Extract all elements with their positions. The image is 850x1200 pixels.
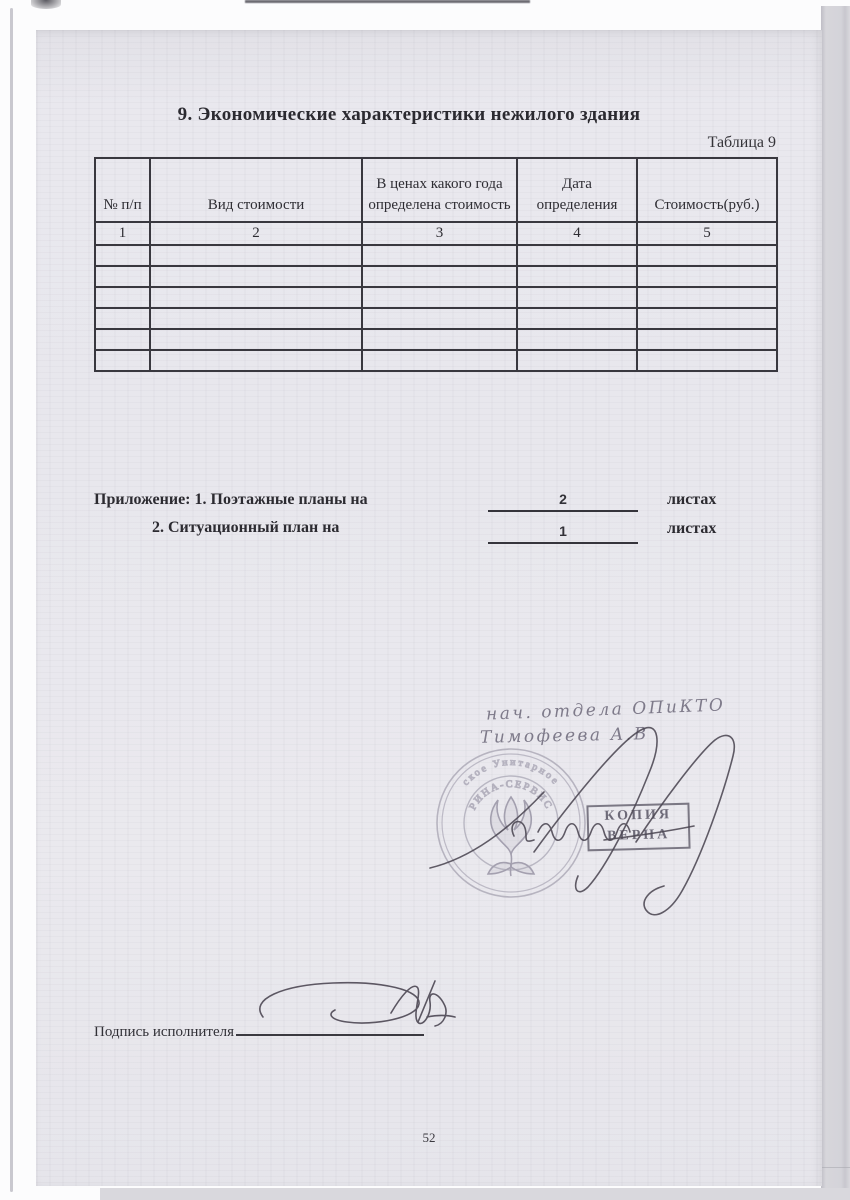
empty-cell [637,350,777,371]
column-number-cell: 1 [95,222,150,245]
table-row [95,329,777,350]
empty-cell [637,287,777,308]
empty-cell [637,266,777,287]
executor-label: Подпись исполнителя [94,1024,234,1040]
empty-cell [95,350,150,371]
empty-cell [150,245,362,266]
table-column-number-row [95,222,777,245]
attachment-line-1: Приложение: 1. Поэтажные планы на [94,491,368,508]
table-row [95,266,777,287]
economic-characteristics-table [94,157,778,372]
empty-cell [362,350,517,371]
attachment-line-2: 2. Ситуационный план на [152,519,340,536]
copy-stamp-line-1: КОПИЯ [604,807,673,824]
empty-cell [150,308,362,329]
empty-cell [150,266,362,287]
empty-cell [637,329,777,350]
attachment-sheets-count-1: 2 [488,491,638,512]
col-header-price-year: В ценах какого года определена стоимость [362,158,517,222]
empty-cell [362,245,517,266]
attachment-sheets-count-2: 1 [488,523,638,544]
column-number-cell: 2 [150,222,362,245]
table-row [95,308,777,329]
empty-cell [362,308,517,329]
empty-cell [95,266,150,287]
col-header-number: № п/п [95,158,150,222]
scan-bottom-strip [100,1188,850,1200]
empty-cell [517,287,637,308]
empty-cell [517,350,637,371]
empty-cell [637,308,777,329]
page-number: 52 [422,1130,436,1145]
executor-signature-caption [94,1020,424,1041]
table-row [95,287,777,308]
empty-cell [150,287,362,308]
handwritten-note-line-2: Тимофеева А.В [479,724,649,748]
scan-right-edge-band [821,6,850,1200]
col-header-date: Дата определения [517,158,637,222]
empty-cell [517,308,637,329]
empty-cell [95,245,150,266]
empty-cell [517,245,637,266]
section-title: 9. Экономические характеристики нежилого здания [177,104,641,125]
empty-cell [150,350,362,371]
seal-ring-text: ское Унитарное [460,756,562,788]
scan-top-bar-artifact [245,0,530,3]
empty-cell [362,266,517,287]
scanned-document-page [36,30,822,1186]
column-number-cell: 5 [637,222,777,245]
empty-cell [637,245,777,266]
empty-cell [150,329,362,350]
empty-cell [517,266,637,287]
approval-signature [426,690,756,925]
signature-line [236,1020,424,1036]
scan-top-smudge [31,0,61,9]
col-header-cost: Стоимость(руб.) [637,158,777,222]
seal-band-text: РИНА-СЕРВИС [467,778,555,812]
column-number-cell: 3 [362,222,517,245]
empty-cell [95,329,150,350]
table-header-row [95,158,777,222]
table-number-label: Таблица 9 [707,134,776,151]
attachment-suffix-2: листах [667,520,717,537]
empty-cell [517,329,637,350]
table-row [95,350,777,371]
col-header-value-type: Вид стоимости [150,158,362,222]
scan-left-page-edge [10,8,13,1192]
table-row [95,245,777,266]
handwritten-note-line-1: нач. отдела ОПиКТО [485,695,726,725]
empty-cell [95,308,150,329]
attachment-suffix-1: листах [667,491,717,508]
empty-cell [95,287,150,308]
column-number-cell: 4 [517,222,637,245]
empty-cell [362,287,517,308]
empty-cell [362,329,517,350]
copy-stamp-line-2: ВЕРНА [606,827,671,844]
